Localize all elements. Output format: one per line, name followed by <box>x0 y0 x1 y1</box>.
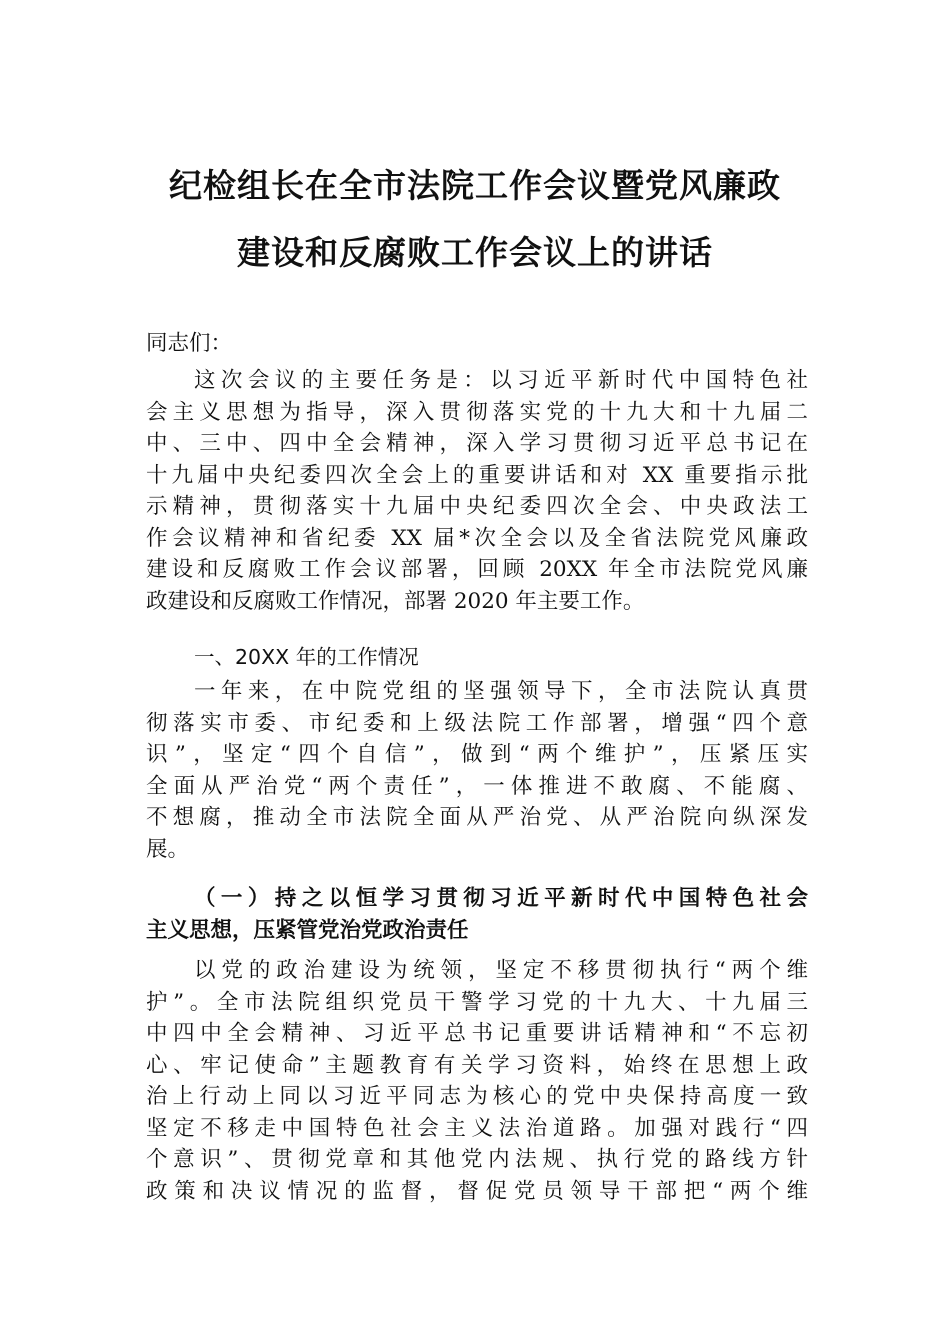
text-line: 坚定不移走中国特色社会主义法治道路。加强对践行“四 <box>146 1115 808 1141</box>
document-title-line-2: 建设和反腐败工作会议上的讲话 <box>237 233 713 272</box>
text-line: 政策和决议情况的监督，督促党员领导干部把“两个维 <box>146 1178 808 1204</box>
paragraph-year-review <box>146 676 808 865</box>
text-line: 一年来，在中院党组的坚强领导下，全市法院认真贯 <box>194 679 808 704</box>
document-title-line-1: 纪检组长在全市法院工作会议暨党风廉政 <box>169 166 781 205</box>
greeting: 同志们： <box>146 331 233 356</box>
heading-work-situation: 一、20XX 年的工作情况 <box>194 645 419 669</box>
text-line: 建设和反腐败工作会议部署，回顾 20XX 年全市法院党风廉 <box>146 557 808 582</box>
text-line: 识”，坚定“四个自信”，做到“两个维护”，压紧压实 <box>146 742 808 767</box>
subsection-heading <box>146 883 808 946</box>
text-line: 十九届中央纪委四次全会上的重要讲话和对 XX 重要指示批 <box>146 462 808 488</box>
text-line: 中四中全会精神、习近平总书记重要讲话精神和“不忘初 <box>146 1021 808 1046</box>
text-line: 政建设和反腐败工作情况，部署 2020 年主要工作。 <box>146 588 645 614</box>
text-line: 个意识”、贯彻党章和其他党内法规、执行党的路线方针 <box>146 1147 808 1172</box>
text-line: 全面从严治党“两个责任”，一体推进不敢腐、不能腐、 <box>146 773 808 799</box>
text-line: （一）持之以恒学习贯彻习近平新时代中国特色社会 <box>194 886 808 911</box>
text-line: 彻落实市委、市纪委和上级法院工作部署，增强“四个意 <box>146 710 808 736</box>
text-line: 治上行动上同以习近平同志为核心的党中央保持高度一致 <box>146 1084 808 1109</box>
paragraph-political-building <box>146 955 808 1207</box>
text-line: 会主义思想为指导，深入贯彻落实党的十九大和十九届二 <box>146 399 808 425</box>
text-line: 作会议精神和省纪委 XX 届*次全会以及全省法院党风廉政 <box>146 525 808 551</box>
text-line: 主义思想，压紧管党治党政治责任 <box>146 917 469 943</box>
text-line: 这次会议的主要任务是：以习近平新时代中国特色社 <box>194 368 808 393</box>
section-heading <box>146 642 808 674</box>
paragraph-meeting-tasks <box>146 365 808 617</box>
text-line: 心、牢记使命”主题教育有关学习资料，始终在思想上政 <box>146 1052 808 1078</box>
text-line: 以党的政治建设为统领，坚定不移贯彻执行“两个维 <box>194 958 808 983</box>
text-line: 展。 <box>146 836 190 862</box>
text-line: 示精神，贯彻落实十九届中央纪委四次全会、中央政法工 <box>146 494 808 519</box>
text-line: 不想腐，推动全市法院全面从严治党、从严治院向纵深发 <box>146 805 808 830</box>
text-line: 中、三中、四中全会精神，深入学习贯彻习近平总书记在 <box>146 431 808 456</box>
text-line: 护”。全市法院组织党员干警学习党的十九大、十九届三 <box>146 989 808 1015</box>
